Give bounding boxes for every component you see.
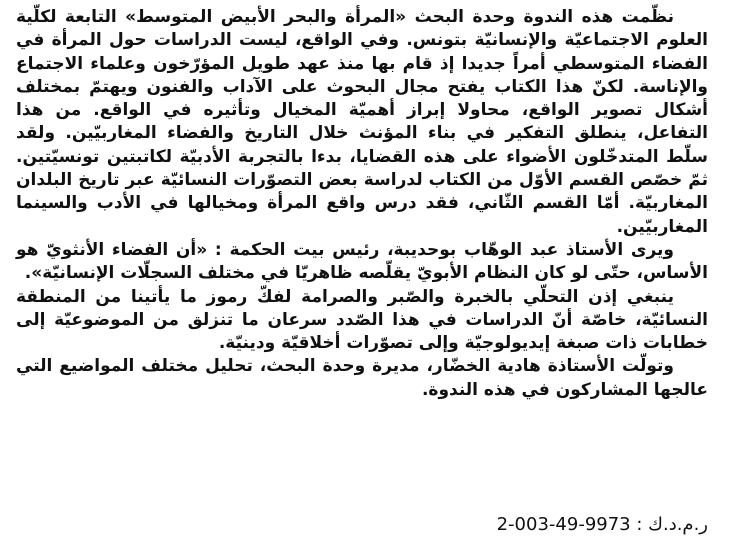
paragraph-introduction: نظّمت هذه الندوة وحدة البحث «المرأة والبحر الأبيض المتوسط» التابعة لكلّية العلوم الاجتماعيّة والإنسانيّة بتونس. وفي الواقع، ليست الدراسات حول المرأة في الفضاء المتوسطي أمراً جديدا إذ قام بها منذ عهد طويل المؤرّخون وعلماء الاجتماع والإناسة. لكنّ هذا الكتاب يفتح مجال البحوث على الآداب والفنون ويهتمّ بمختلف أشكال تصوير الواقع، محاولا إبراز أهميّة المخيال وتأثيره في الواقع. من هذا التفاعل، ينطلق التفكير في بناء المؤنث خلال التاريخ والفضاء المغاربيّين. ولقد سلّط المتدخّلون الأضواء على هذه القضايا، بدءا بالتجربة الأدبيّة لكاتبتين تونسيّتين. ثمّ خصّص القسم الأوّل من الكتاب لدراسة بعض التصوّرات النسائيّة عبر تاريخ البلدان المغاربيّة. أمّا القسم الثّاني، فقد درس واقع المرأة ومخيالها في الأدب والسينما المغاربيّين. — [16, 7, 708, 237]
paragraph-method: ينبغي إذن التحلّي بالخبرة والصّبر والصرامة لفكّ رموز ما يأتينا من المنطقة النسائيّة، خاصّة أنّ الدراسات في هذا الصّدد سرعان ما تنزلق من الموضوعيّة إلى خطابات ذات صبغة إيديولوجيّة وإلى تصوّرات أخلاقيّة ودينيّة. — [16, 286, 708, 354]
paragraph-conclusion: وتولّت الأستاذة هادية الخضّار، مديرة وحدة البحث، تحليل مختلف المواضيع التي عالجها المشاركون في هذه الندوة. — [16, 356, 708, 400]
isbn-number: ر.م.د.ك : 9973-49-003-2 — [496, 514, 708, 535]
paragraph-quote: ويرى الأستاذ عبد الوهّاب بوحديبة، رئيس بيت الحكمة : «أن الفضاء الأنثويّ هو الأساس، حتّى لو كان النظام الأبويّ يقلّصه ظاهريّا في مختلف السجلّات الإنسانيّة». — [16, 239, 708, 284]
body-text — [16, 6, 708, 402]
